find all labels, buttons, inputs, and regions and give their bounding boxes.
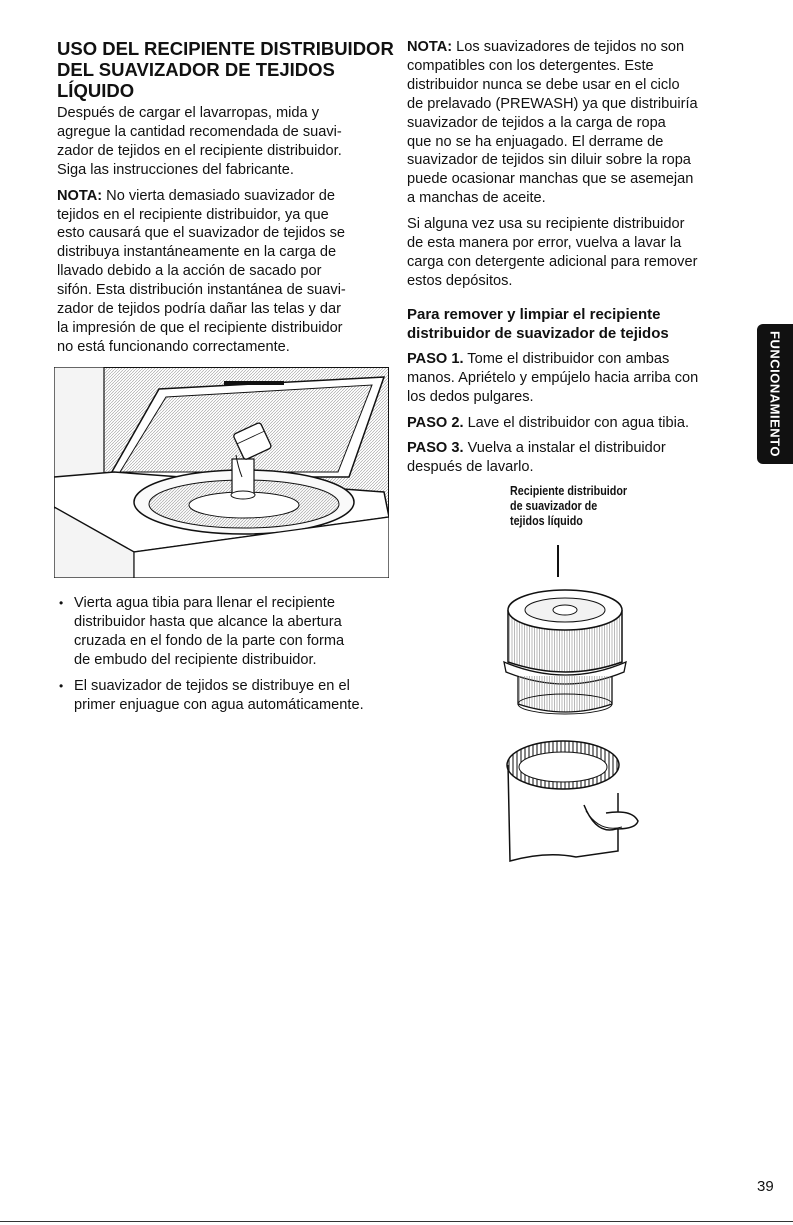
dispenser-callout-label: Recipiente distribuidor de suavizador de tejidos líquido: [510, 484, 628, 528]
step-3: PASO 3. Vuelva a instalar el distribuidor después de lavarlo.: [407, 440, 666, 476]
list-item: • Vierta agua tibia para llenar el recipiente distribuidor hasta que alcance la abertura cruzada en el fondo de la parte con forma de embudo del recipiente distribuidor.: [57, 594, 392, 670]
dispenser-cap-illustration: [496, 580, 646, 730]
page-number: 39: [757, 1178, 774, 1195]
note-paragraph-right: NOTA: Los suavizadores de tejidos no son compatibles con los detergentes. Este distribuidor nunca se debe usar en el ciclo de prelavado (PREWASH) ya que distribuiría suavizador de tejidos a la carga de ropa que no se ha enjuagado. El derrame de suavizador de tejidos sin diluir sobre la ropa puede ocasionar manchas que se asemejan a manchas de aceite.: [407, 39, 698, 207]
washer-illustration: [54, 367, 389, 578]
callout-leader-line: [557, 545, 559, 577]
bottom-rule: [0, 1221, 793, 1222]
left-column: [57, 38, 395, 357]
cleaning-subheading: Para remover y limpiar el recipiente distribuidor de suavizador de tejidos: [407, 305, 669, 342]
right-column: [407, 38, 747, 477]
list-item: • El suavizador de tejidos se distribuye en el primer enjuague con agua automáticamente.: [57, 677, 392, 715]
note-label: NOTA:: [57, 187, 103, 204]
section-title: USO DEL RECIPIENTE DISTRIBUIDOR DEL SUAVIZADOR DE TEJIDOS LÍQUIDO: [57, 38, 394, 101]
step-1: PASO 1. Tome el distribuidor con ambas manos. Apriételo y empújelo hacia arriba con los dedos pulgares.: [407, 350, 699, 405]
rewash-paragraph: Si alguna vez usa su recipiente distribuidor de esta manera por error, vuelva a lavar la carga con detergente adicional para remover estos depósitos.: [407, 216, 698, 289]
dispenser-cylinder-illustration: [496, 733, 656, 868]
section-side-tab: FUNCIONAMIENTO: [757, 324, 793, 464]
note-paragraph: NOTA: No vierta demasiado suavizador de tejidos en el recipiente distribuidor, ya que esto causará que el suavizador de tejidos se distribuya instantáneamente en la carga de llavado debido a la acción de sacado por sifón. Esta distribución instantánea de suavi- zador de tejidos podría dañar las telas y dar la impresión de que el recipiente distribuidor no está funcionando correctamente.: [57, 187, 346, 355]
intro-paragraph: Después de cargar el lavarropas, mida y agregue la cantidad recomendada de suavi- zador de tejidos en el recipiente distribuidor. Siga las instrucciones del fabricante.: [57, 105, 342, 178]
step-2: PASO 2. Lave el distribuidor con agua tibia.: [407, 414, 690, 431]
instruction-bullets: [57, 594, 392, 721]
note-label: NOTA:: [407, 39, 453, 55]
